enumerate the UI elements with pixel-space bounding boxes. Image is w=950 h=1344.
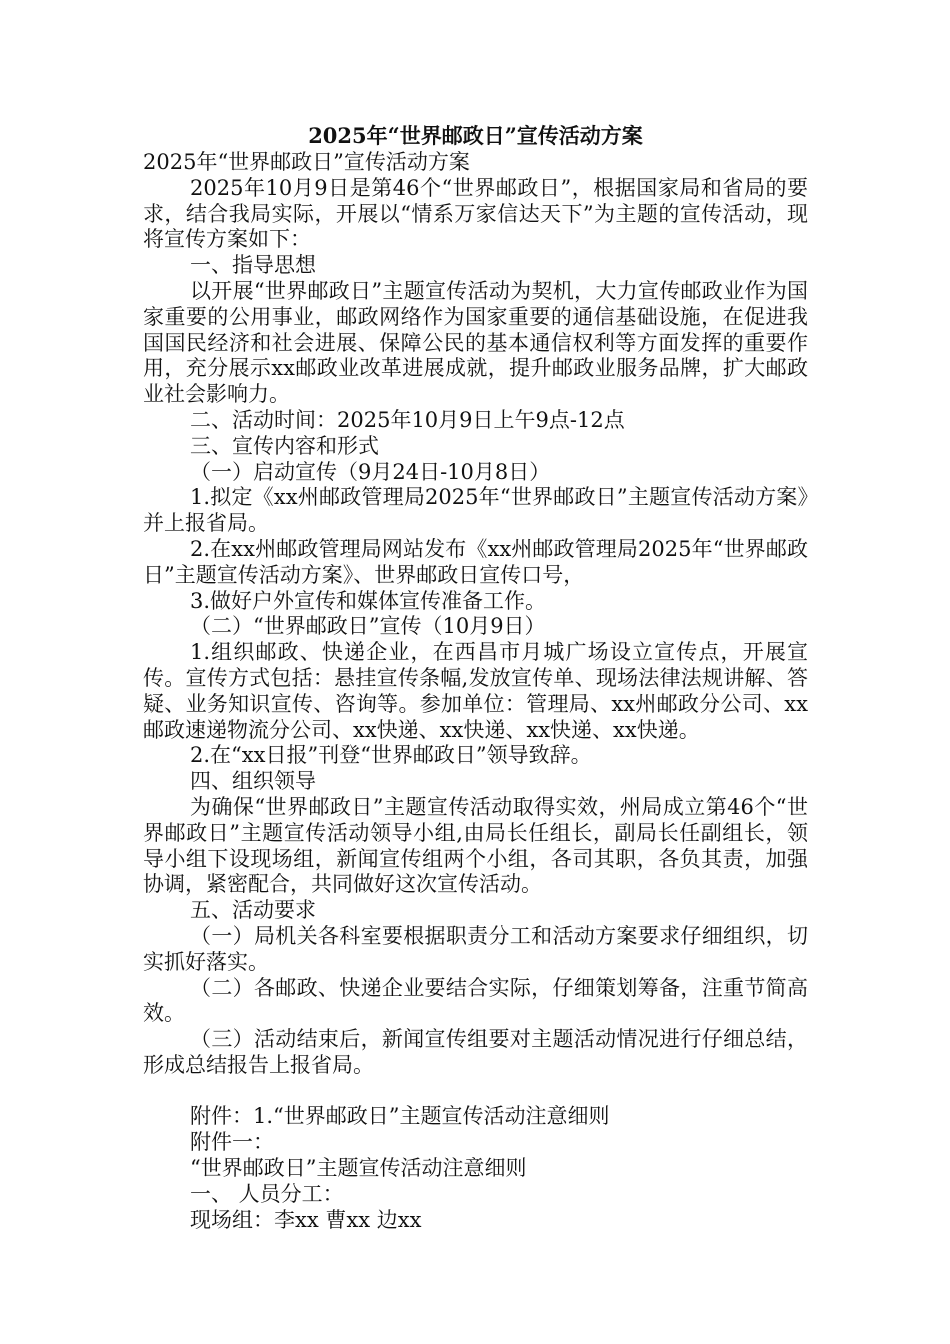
- paragraph: 1.组织邮政、快递企业，在西昌市月城广场设立宣传点，开展宣传。宣传方式包括：悬挂宣传条幅,发放宣传单、现场法律法规讲解、答疑、业务知识宣传、咨询等。参加单位：管理局、xx州邮政分公司、xx邮政速递物流分公司、xx快递、xx快递、xx快递、xx快递。: [143, 640, 808, 742]
- paragraph: 以开展“世界邮政日”主题宣传活动为契机，大力宣传邮政业作为国家重要的公用事业，邮政网络作为国家重要的通信基础设施，在促进我国国民经济和社会进展、保障公民的基本通信权利等方面发挥的重要作用，充分展示xx邮政业改革进展成就，提升邮政业服务品牌，扩大邮政业社会影响力。: [143, 278, 808, 407]
- document-body: [143, 150, 808, 1233]
- paragraph: 五、活动要求: [190, 898, 316, 923]
- paragraph: 一、 人员分工：: [190, 1181, 344, 1206]
- paragraph: 2.在xx州邮政管理局网站发布《xx州邮政管理局2025年“世界邮政日”主题宣传活动方案》、世界邮政日宣传口号，: [143, 536, 808, 587]
- paragraph: 现场组：李xx 曹xx 边xx: [190, 1207, 422, 1232]
- paragraph: 附件：1.“世界邮政日”主题宣传活动注意细则: [190, 1104, 610, 1129]
- paragraph: 为确保“世界邮政日”主题宣传活动取得实效，州局成立第46个“世界邮政日”主题宣传活动领导小组,由局长任组长，副局长任副组长，领导小组下设现场组，新闻宣传组两个小组，各司其职，各负其责，加强协调，紧密配合，共同做好这次宣传活动。: [143, 794, 808, 897]
- paragraph: 三、宣传内容和形式: [190, 433, 379, 458]
- paragraph: （二）“世界邮政日”宣传（10月9日）: [190, 614, 546, 639]
- paragraph: 2025年“世界邮政日”宣传活动方案: [143, 150, 470, 174]
- paragraph: 二、活动时间：2025年10月9日上午9点-12点: [190, 407, 625, 432]
- paragraph: 一、指导思想: [190, 253, 316, 278]
- blank-line: [143, 1079, 808, 1105]
- paragraph: 附件一：: [190, 1130, 274, 1155]
- paragraph: （二）各邮政、快递企业要结合实际，仔细策划筹备，注重节简高效。: [143, 975, 808, 1026]
- document-title: 2025年“世界邮政日”宣传活动方案: [308, 123, 643, 148]
- paragraph: 四、组织领导: [190, 769, 316, 794]
- paragraph: “世界邮政日”主题宣传活动注意细则: [190, 1156, 527, 1181]
- paragraph: 1.拟定《xx州邮政管理局2025年“世界邮政日”主题宣传活动方案》并上报省局。: [143, 485, 808, 536]
- paragraph: （三）活动结束后，新闻宣传组要对主题活动情况进行仔细总结，形成总结报告上报省局。: [143, 1027, 808, 1077]
- paragraph: 2025年10月9日是第46个“世界邮政日”，根据国家局和省局的要求，结合我局实际，开展以“情系万家信达天下”为主题的宣传活动，现将宣传方案如下：: [143, 175, 808, 252]
- paragraph: （一）局机关各科室要根据职责分工和活动方案要求仔细组织，切实抓好落实。: [143, 923, 808, 974]
- document-page: [143, 122, 808, 1233]
- paragraph: 2.在“xx日报”刊登“世界邮政日”领导致辞。: [190, 743, 592, 768]
- paragraph: 3.做好户外宣传和媒体宣传准备工作。: [190, 588, 547, 613]
- paragraph: （一）启动宣传（9月24日-10月8日）: [190, 459, 551, 484]
